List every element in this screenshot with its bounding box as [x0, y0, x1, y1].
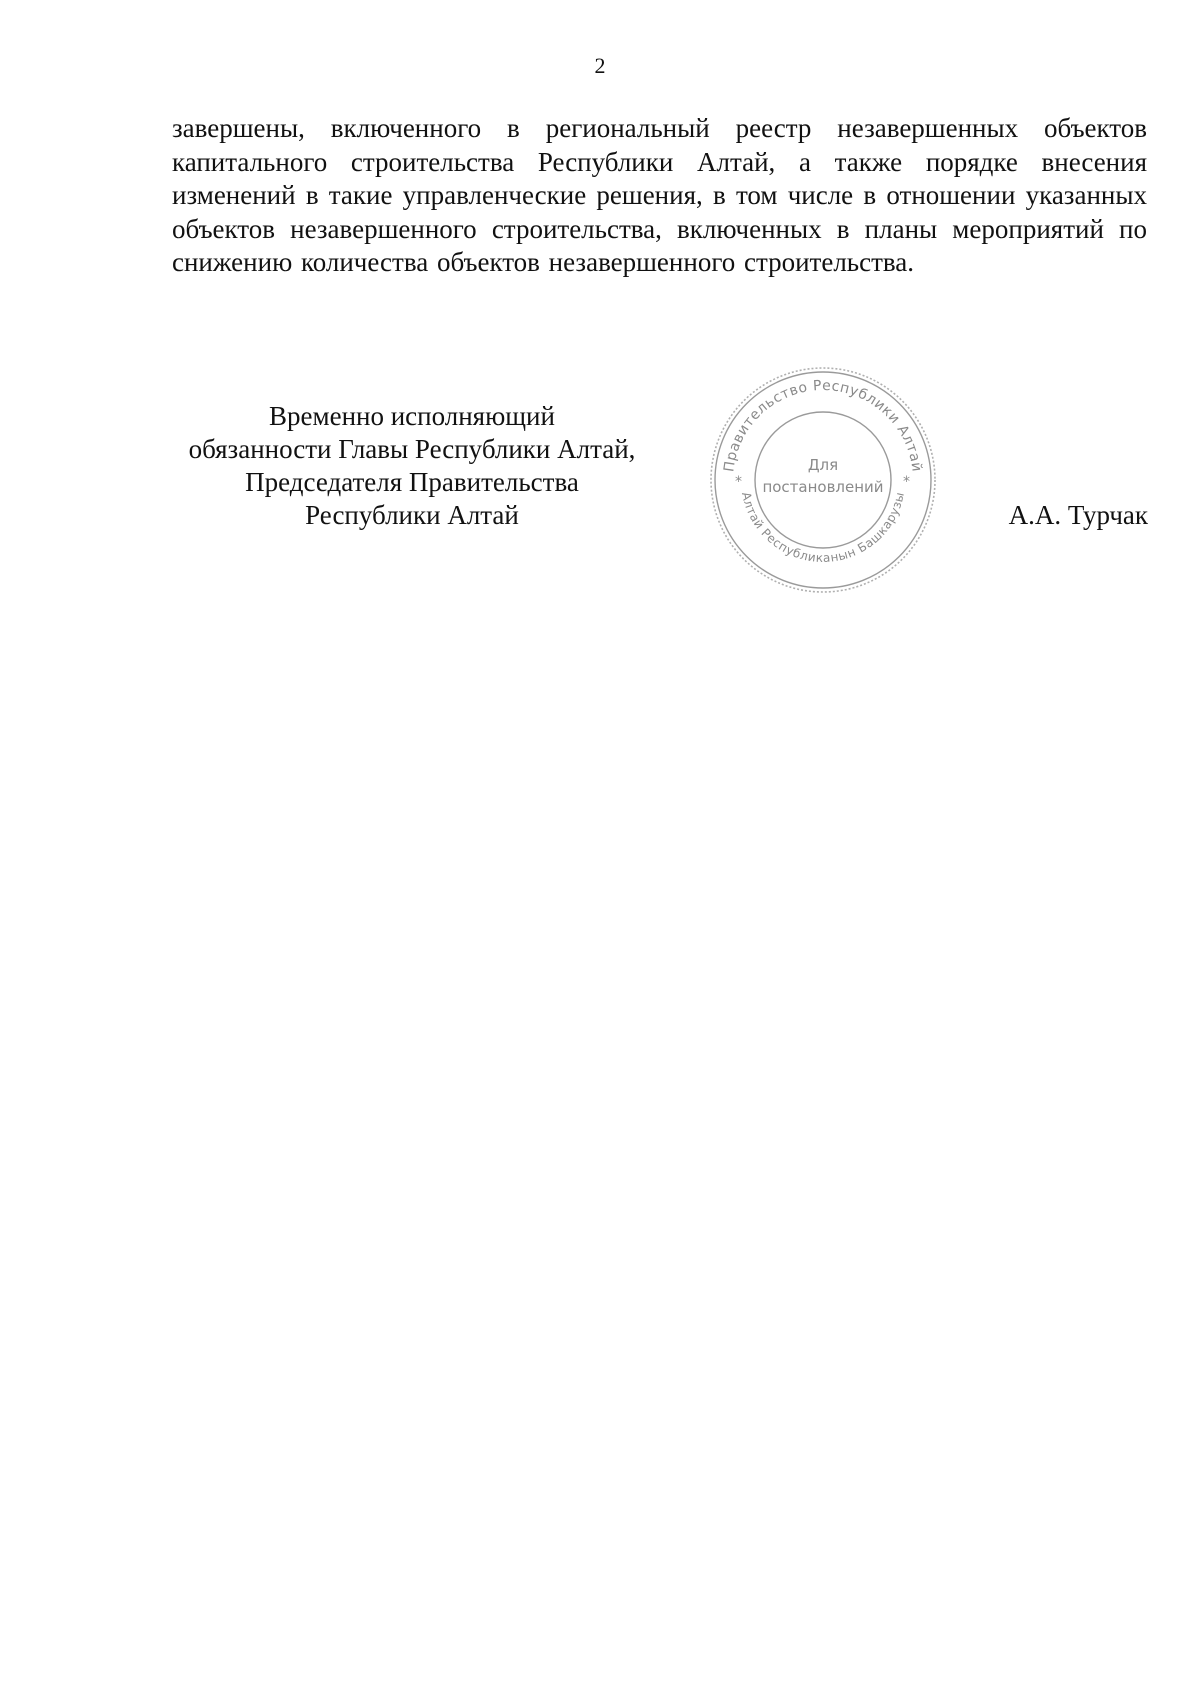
signature-title	[172, 400, 652, 532]
signature-title-line-4: Республики Алтай	[305, 500, 519, 530]
seal-graphic	[705, 362, 941, 598]
seal-center-line-2: постановлений	[762, 478, 884, 496]
seal-star-left-icon: *	[735, 474, 742, 490]
seal-outer-text-bottom: Алтай Республиканын Башкарузы	[738, 490, 908, 566]
official-seal-stamp	[705, 362, 941, 598]
signature-title-line-1: Временно исполняющий	[269, 401, 555, 431]
seal-star-right-icon: *	[903, 474, 910, 490]
signer-name: А.А. Турчак	[1008, 500, 1148, 530]
signature-title-line-2: обязанности Главы Республики Алтай,	[188, 434, 636, 464]
seal-outer-text-top: Правительство Республики Алтай	[721, 377, 925, 473]
body-paragraph: завершены, включенного в региональный реестр незавершенных объектов капитального строительства Республики Алтай, а также порядке внесения изменений в такие управленческие решения, в том числе в отношении указанных объектов незавершенного строительства, включенных в планы мероприятий по снижению количества объектов незавершенного строительства.	[172, 113, 1147, 277]
signature-title-line-3: Председателя Правительства	[245, 467, 579, 497]
page-number: 2	[594, 53, 606, 78]
seal-center-line-1: Для	[807, 456, 839, 474]
